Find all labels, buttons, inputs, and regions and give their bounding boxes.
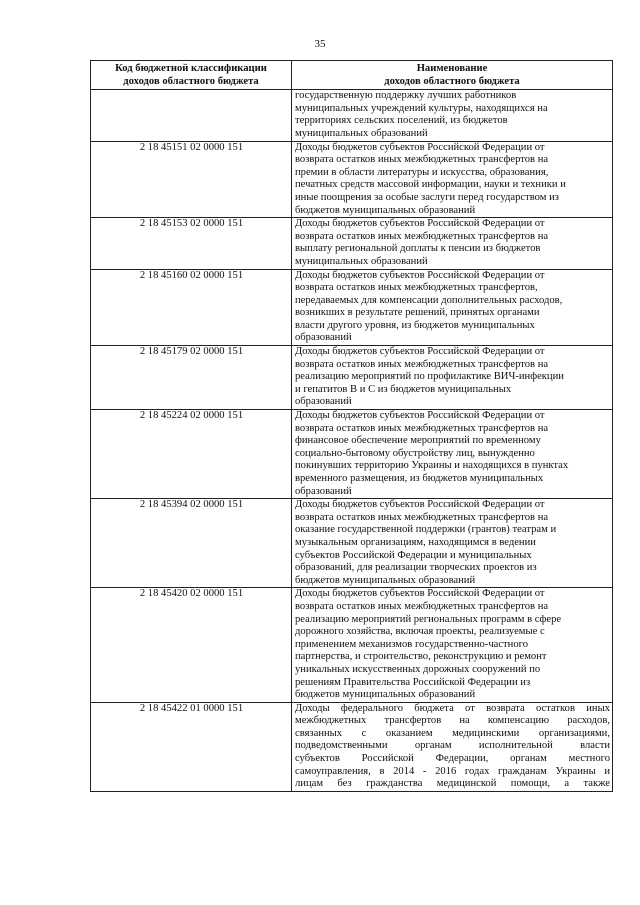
revenue-name-line: государственную поддержку лучших работников [295, 90, 517, 102]
revenue-name-line: межбюджетных трансфертов на компенсацию расходов, [295, 715, 610, 727]
revenue-name [292, 90, 613, 141]
revenue-name-line: подведомственными органам исполнительной власти [295, 740, 610, 752]
revenue-name-line: возврата остатков иных межбюджетных трансфертов на [295, 511, 549, 523]
header-line: доходов областного бюджета [384, 75, 520, 87]
table-row [91, 346, 613, 410]
classification-code: 2 18 45394 02 0000 151 [91, 499, 292, 588]
table-row [91, 269, 613, 346]
header-line: Код бюджетной классификации [115, 63, 267, 74]
revenue-name-line: оказание государственной поддержки (грантов) театрам и [295, 524, 557, 536]
revenue-name-line: связанных с оказанием медицинскими организациями, [295, 727, 610, 739]
revenue-name-line: партнерства, и строительство, реконструкцию и ремонт [295, 651, 547, 663]
revenue-name-line: возврата остатков иных межбюджетных трансфертов на [295, 230, 549, 242]
classification-code: 2 18 45153 02 0000 151 [91, 218, 292, 269]
revenue-name [292, 702, 613, 791]
revenue-name-line: Доходы бюджетов субъектов Российской Федерации от [295, 499, 545, 511]
revenue-name-line: образований [295, 396, 352, 408]
revenue-name [292, 410, 613, 499]
revenue-name-line: реализацию мероприятий по профилактике ВИЧ-инфекции [295, 371, 564, 383]
revenue-name-line: премии в области литературы и искусства, образования, [295, 166, 549, 178]
page-number: 35 [314, 38, 326, 50]
revenue-name-line: муниципальных учреждений культуры, находящихся на [295, 102, 548, 114]
classification-code [91, 90, 292, 141]
classification-code: 2 18 45420 02 0000 151 [91, 588, 292, 702]
revenue-name [292, 141, 613, 218]
revenue-name-line: самоуправления, в 2014 - 2016 годах гражданам Украины и [295, 765, 610, 777]
table-row [91, 410, 613, 499]
table-row [91, 90, 613, 141]
revenue-name-line: печатных средств массовой информации, науки и техники и [295, 179, 566, 191]
revenue-name-line: возникших в результате решений, принятых органами [295, 307, 540, 319]
column-header-code [91, 61, 292, 90]
revenue-name-line: субъектов Российской Федерации, органам местного [295, 753, 610, 765]
header-line: доходов областного бюджета [123, 75, 259, 87]
revenue-name-line: муниципальных образований [295, 255, 428, 267]
table-header-row [91, 61, 613, 90]
table-row [91, 702, 613, 791]
revenue-name-line: музыкальным организациям, находящимся в ведении [295, 536, 536, 548]
revenue-name-line: реализацию мероприятий региональных программ в сфере [295, 613, 562, 625]
classification-code: 2 18 45160 02 0000 151 [91, 269, 292, 346]
revenue-name [292, 588, 613, 702]
revenue-name-line: Доходы бюджетов субъектов Российской Федерации от [295, 346, 545, 358]
revenue-name [292, 218, 613, 269]
revenue-name-line: применением механизмов государственно-частного [295, 638, 529, 650]
revenue-name-line: временного размещения, из бюджетов муниципальных [295, 473, 544, 484]
revenue-name-line: возврата остатков иных межбюджетных трансфертов, [295, 282, 538, 294]
revenue-name-line: Доходы бюджетов субъектов Российской Федерации от [295, 141, 545, 153]
revenue-name [292, 499, 613, 588]
revenue-name [292, 346, 613, 410]
revenue-name-line: муниципальных образований [295, 127, 428, 139]
revenue-name-line: Доходы бюджетов субъектов Российской Федерации от [295, 218, 545, 230]
column-header-name [292, 61, 613, 90]
revenue-name-line: Доходы бюджетов субъектов Российской Федерации от [295, 410, 545, 422]
revenue-name-line: Доходы бюджетов субъектов Российской Федерации от [295, 588, 545, 600]
table-row [91, 499, 613, 588]
classification-code: 2 18 45179 02 0000 151 [91, 346, 292, 410]
classification-code: 2 18 45422 01 0000 151 [91, 702, 292, 791]
revenue-name-line: уникальных искусственных дорожных сооружений по [295, 663, 541, 675]
revenue-name-line: возврата остатков иных межбюджетных трансфертов на [295, 154, 549, 166]
revenue-name-line: территориях сельских поселений, из бюджетов [295, 115, 508, 127]
revenue-name-line: покинувших территорию Украины и находящихся в пунктах [295, 460, 569, 472]
revenue-name-line: выплату региональной доплаты к пенсии из бюджетов [295, 243, 541, 255]
revenue-name-line: Доходы бюджетов субъектов Российской Федерации от [295, 269, 545, 281]
table-row [91, 141, 613, 218]
revenue-name-line: бюджетов муниципальных образований [295, 689, 476, 701]
revenue-name-line: передаваемых для компенсации дополнительных расходов, [295, 294, 563, 306]
classification-code: 2 18 45224 02 0000 151 [91, 410, 292, 499]
revenue-name-line: финансовое обеспечение мероприятий по временному [295, 435, 541, 447]
revenue-name-line: бюджетов муниципальных образований [295, 204, 476, 216]
header-line: Наименование [416, 63, 488, 74]
table-row [91, 218, 613, 269]
revenue-name-line: возврата остатков иных межбюджетных трансфертов на [295, 422, 549, 434]
table-row [91, 588, 613, 702]
revenue-name-line: иные поощрения за особые заслуги перед государством из [295, 191, 559, 203]
revenue-name-line: бюджетов муниципальных образований [295, 574, 476, 586]
revenue-name-line: Доходы федерального бюджета от возврата остатков иных [295, 702, 610, 714]
revenue-name-line: возврата остатков иных межбюджетных трансфертов на [295, 358, 549, 370]
classification-code: 2 18 45151 02 0000 151 [91, 141, 292, 218]
revenue-name-line: образований, для реализации творческих проектов из [295, 562, 537, 574]
revenue-name-line: власти другого уровня, из бюджетов муниципальных [295, 319, 535, 331]
revenue-name-line: и гепатитов В и С из бюджетов муниципальных [295, 383, 512, 395]
revenue-name-line: субъектов Российской Федерации и муниципальных [295, 549, 532, 561]
table-body [91, 90, 613, 792]
revenue-name-line: дорожного хозяйства, включая проекты, реализуемые с [295, 626, 545, 638]
revenue-name-line: образований [295, 485, 352, 497]
revenue-name-line: возврата остатков иных межбюджетных трансфертов на [295, 600, 549, 612]
revenue-name-line: лицам без гражданства медицинской помощи, а также [295, 778, 610, 790]
revenue-name-line: социально-бытовому обустройству лиц, вынужденно [295, 447, 535, 459]
revenue-name-line: решениям Правительства Российской Федерации из [295, 676, 531, 688]
revenue-name-line: образований [295, 332, 352, 344]
budget-classification-table [90, 60, 613, 792]
revenue-name [292, 269, 613, 346]
